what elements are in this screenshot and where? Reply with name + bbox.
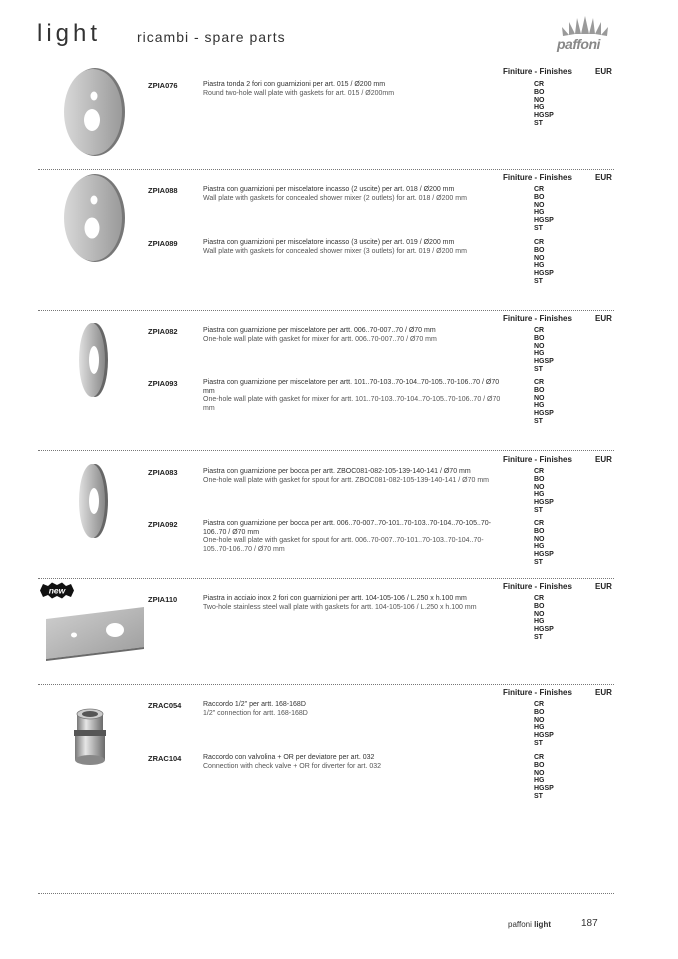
finish-code: BO <box>534 761 545 769</box>
finish-code: HGSP <box>534 732 554 740</box>
eur-header: EUR <box>595 67 612 76</box>
description-it: Piastra con guarnizione per miscelatore per artt. 101..70-103..70-104..70-105..70-106..70 / Ø70 mm <box>203 379 500 395</box>
description-it: Raccordo 1/2" per artt. 168-168D <box>203 701 306 708</box>
finish-codes <box>534 595 554 642</box>
finish-code: HG <box>534 777 545 785</box>
item-description <box>203 701 503 718</box>
new-badge <box>38 582 76 599</box>
finish-code: HGSP <box>534 499 554 507</box>
eur-header: EUR <box>595 173 612 182</box>
description-it: Piastra con guarnizioni per miscelatore incasso (3 uscite) per art. 019 / Ø200 mm <box>203 239 455 246</box>
finishes-header: Finiture - Finishes <box>503 67 572 76</box>
ring-plate-image <box>76 321 110 399</box>
finish-code: CR <box>534 595 545 602</box>
item-description <box>203 186 503 203</box>
description-en: One-hole wall plate with gasket for spout for artt. ZBOC081-082-105-139-140-141 / Ø70 mm <box>203 476 489 484</box>
section-divider <box>38 310 614 311</box>
finish-code: HGSP <box>534 410 554 418</box>
item-description <box>203 468 503 485</box>
finish-code: NO <box>534 394 545 402</box>
eur-header: EUR <box>595 455 612 464</box>
finish-code: ST <box>534 417 543 425</box>
item-description <box>203 81 503 98</box>
finish-code: HG <box>534 491 545 499</box>
finish-code: BO <box>534 475 545 483</box>
round-plate-image <box>58 172 128 264</box>
finish-code: NO <box>534 342 545 350</box>
item-description <box>203 754 503 771</box>
description-en: One-hole wall plate with gasket for mixer for artt. 006..70-007..70 / Ø70 mm <box>203 335 437 343</box>
ring-plate-image <box>76 462 110 540</box>
finish-code: BO <box>534 527 545 535</box>
eur-header: EUR <box>595 582 612 591</box>
section-divider <box>38 684 614 685</box>
item-code: ZPIA082 <box>148 327 178 336</box>
finish-code: CR <box>534 379 545 386</box>
description-it: Piastra tonda 2 fori con guarnizioni per art. 015 / Ø200 mm <box>203 81 386 88</box>
finish-codes <box>534 239 554 286</box>
finish-code: BO <box>534 708 545 716</box>
finish-code: CR <box>534 327 545 334</box>
finish-code: NO <box>534 254 545 262</box>
finish-code: HGSP <box>534 217 554 225</box>
description-it: Piastra in acciaio inox 2 fori con guarnizioni per artt. 104-105-106 / L.250 x h.100 mm <box>203 595 467 602</box>
page-number: 187 <box>581 918 598 929</box>
item-code: ZPIA083 <box>148 468 178 477</box>
rectangular-plate-image <box>42 605 146 661</box>
finish-code: ST <box>534 792 543 800</box>
footer-brand-name: paffoni <box>508 920 532 929</box>
finishes-header: Finiture - Finishes <box>503 688 572 697</box>
description-en: Round two-hole wall plate with gaskets for art. 015 / Ø200mm <box>203 89 395 97</box>
finish-code: HGSP <box>534 112 554 120</box>
finish-code: ST <box>534 224 543 232</box>
finish-code: CR <box>534 701 545 708</box>
section-divider <box>38 578 614 579</box>
finishes-header: Finiture - Finishes <box>503 582 572 591</box>
finish-code: ST <box>534 739 543 747</box>
finish-code: CR <box>534 81 545 88</box>
finish-code: BO <box>534 602 545 610</box>
finishes-header: Finiture - Finishes <box>503 455 572 464</box>
finish-code: BO <box>534 334 545 342</box>
item-description <box>203 520 503 554</box>
description-en: Wall plate with gaskets for concealed shower mixer (3 outlets) for art. 019 / Ø200 mm <box>203 247 467 255</box>
finish-code: NO <box>534 535 545 543</box>
finish-code: BO <box>534 246 545 254</box>
finish-code: CR <box>534 754 545 761</box>
finish-code: BO <box>534 193 545 201</box>
description-en: Connection with check valve + OR for diverter for art. 032 <box>203 762 381 770</box>
page-title: light <box>37 20 102 47</box>
finish-codes <box>534 701 554 748</box>
item-code: ZPIA093 <box>148 379 178 388</box>
finish-codes <box>534 186 554 233</box>
finish-code: HG <box>534 618 545 626</box>
finish-code: NO <box>534 96 545 104</box>
footer-collection: light <box>534 920 551 929</box>
finish-code: HG <box>534 543 545 551</box>
description-en: One-hole wall plate with gasket for mixer for artt. 101..70-103..70-104..70-105..70-106..70 / Ø70 mm <box>203 396 501 412</box>
description-it: Raccordo con valvolina + OR per deviatore per art. 032 <box>203 754 375 761</box>
description-it: Piastra con guarnizioni per miscelatore incasso (2 uscite) per art. 018 / Ø200 mm <box>203 186 455 193</box>
finish-code: HGSP <box>534 358 554 366</box>
finish-code: BO <box>534 386 545 394</box>
finish-code: ST <box>534 506 543 514</box>
finish-code: HG <box>534 209 545 217</box>
logo-wordmark: paffoni <box>557 36 600 52</box>
description-it: Piastra con guarnizione per bocca per artt. 006..70-007..70-101..70-103..70-104..70-105..70-106..70 / Ø70 mm <box>203 520 491 536</box>
finish-code: NO <box>534 201 545 209</box>
finish-code: NO <box>534 769 545 777</box>
finish-code: HG <box>534 262 545 270</box>
item-code: ZPIA088 <box>148 186 178 195</box>
item-code: ZPIA110 <box>148 595 178 604</box>
finish-code: ST <box>534 365 543 373</box>
item-code: ZPIA092 <box>148 520 178 529</box>
item-code: ZPIA076 <box>148 81 178 90</box>
finish-code: NO <box>534 483 545 491</box>
finish-codes <box>534 379 554 426</box>
finish-code: HG <box>534 104 545 112</box>
item-code: ZPIA089 <box>148 239 178 248</box>
round-plate-image <box>58 66 128 158</box>
item-description <box>203 327 503 344</box>
item-description <box>203 595 503 612</box>
finish-code: BO <box>534 88 545 96</box>
section-divider <box>38 450 614 451</box>
finish-code: ST <box>534 633 543 641</box>
description-en: Wall plate with gaskets for concealed shower mixer (2 outlets) for art. 018 / Ø200 mm <box>203 194 467 202</box>
connection-fitting-image <box>71 706 109 766</box>
item-description <box>203 379 503 413</box>
finish-code: CR <box>534 520 545 527</box>
finish-code: HGSP <box>534 551 554 559</box>
section-divider <box>38 893 614 894</box>
finishes-header: Finiture - Finishes <box>503 314 572 323</box>
finish-code: HG <box>534 724 545 732</box>
finish-codes <box>534 754 554 801</box>
item-code: ZRAC104 <box>148 754 182 763</box>
description-en: Two-hole stainless steel wall plate with gaskets for artt. 104-105-106 / L.250 x h.100 mm <box>203 603 477 611</box>
finish-code: CR <box>534 468 545 475</box>
finish-code: NO <box>534 716 545 724</box>
finish-codes <box>534 520 554 567</box>
item-description <box>203 239 503 256</box>
finish-codes <box>534 81 554 128</box>
finish-code: ST <box>534 119 543 127</box>
finish-code: HG <box>534 402 545 410</box>
finish-code: CR <box>534 239 545 246</box>
finish-code: CR <box>534 186 545 193</box>
section-divider <box>38 169 614 170</box>
finish-code: ST <box>534 277 543 285</box>
item-code: ZRAC054 <box>148 701 182 710</box>
eur-header: EUR <box>595 688 612 697</box>
description-en: One-hole wall plate with gasket for spout for artt. 006..70-007..70-101..70-103..70-104..70-105..70-106..70 / Ø70 mm <box>203 537 484 553</box>
finish-code: NO <box>534 610 545 618</box>
finish-code: HGSP <box>534 626 554 634</box>
finish-code: HGSP <box>534 785 554 793</box>
description-en: 1/2" connection for artt. 168-168D <box>203 709 308 717</box>
finishes-header: Finiture - Finishes <box>503 173 572 182</box>
description-it: Piastra con guarnizione per miscelatore per artt. 006..70-007..70 / Ø70 mm <box>203 327 436 334</box>
finish-codes <box>534 327 554 374</box>
finish-code: ST <box>534 558 543 566</box>
finish-codes <box>534 468 554 515</box>
footer-brand <box>508 920 551 929</box>
finish-code: HG <box>534 350 545 358</box>
finish-code: HGSP <box>534 270 554 278</box>
eur-header: EUR <box>595 314 612 323</box>
description-it: Piastra con guarnizione per bocca per artt. ZBOC081-082-105-139-140-141 / Ø70 mm <box>203 468 471 475</box>
page-subtitle: ricambi - spare parts <box>137 29 286 45</box>
new-badge-label: new <box>48 585 66 596</box>
